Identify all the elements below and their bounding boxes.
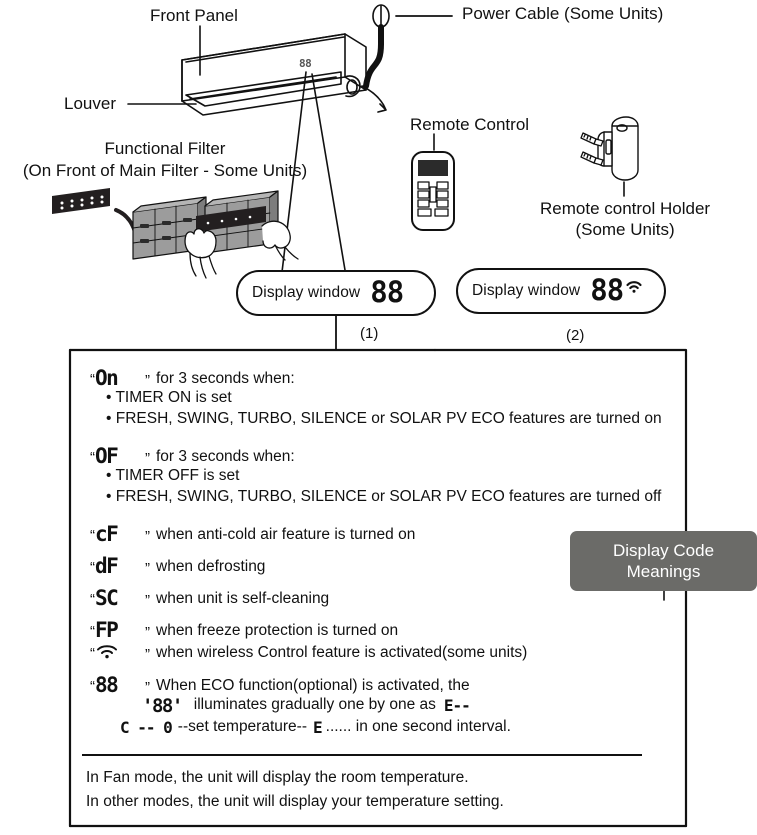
quote-open: “ [90,591,95,608]
code-entry-on [90,366,677,390]
display-window-callout-1 [236,270,436,316]
display-code-meanings-badge [570,531,757,591]
quote-close: ” [145,560,150,577]
footer-divider [82,754,642,756]
code-bullet: • FRESH, SWING, TURBO, SILENCE or SOLAR PV ECO features are turned on [106,410,662,427]
label-remote-holder-line1: Remote control Holder [540,199,711,218]
label-functional-filter-line1: Functional Filter [104,139,226,158]
code-desc-fp: when freeze protection is turned on [156,622,399,639]
eco-inline-glyph-3: C -- 0 [120,718,172,737]
quote-open: “ [90,559,95,576]
label-functional-filter-line2: (On Front of Main Filter - Some Units) [22,161,308,180]
quote-open: “ [90,678,95,695]
display-window-number-1: (1) [360,325,379,342]
functional-filter-strip [52,188,110,214]
label-functional-filter [0,138,330,182]
code-glyph-df: dF [95,554,118,578]
label-louver: Louver [64,94,116,113]
quote-close: ” [145,372,150,389]
quote-close: ” [145,679,150,696]
wifi-icon [624,276,644,296]
eco-inline-glyph-4: E [313,718,322,737]
quote-close: ” [145,646,150,663]
display-window-label-1: Display window [252,284,361,301]
footer-line1: In Fan mode, the unit will display the room temperature. [86,769,469,786]
quote-close: ” [145,450,150,467]
display-window-number-2: (2) [566,327,585,344]
quote-open: “ [90,449,95,466]
power-cable-drawing [373,5,389,27]
wifi-icon [95,642,119,660]
quote-close: ” [145,528,150,545]
display-window-segment-2: 88 [590,272,624,307]
label-power-cable: Power Cable (Some Units) [462,4,664,23]
display-window-label-2: Display window [472,282,581,299]
code-desc-df: when defrosting [156,558,266,575]
code-glyph-cf: cF [95,522,118,546]
code-glyph-of: OF [95,444,118,468]
code-bullet: • TIMER ON is set [106,389,232,406]
eco-inline-glyph-2: E-- [443,696,470,715]
unit-display-segment: 88 [299,57,312,70]
quote-close: ” [145,592,150,609]
code-bullet: • FRESH, SWING, TURBO, SILENCE or SOLAR PV ECO features are turned off [106,488,662,505]
code-glyph-wireless [95,642,139,664]
quote-open: “ [90,623,95,640]
label-remote-holder-line2: (Some Units) [575,220,675,239]
footer-note [86,766,504,814]
code-desc-wireless: when wireless Control feature is activated(some units) [156,644,528,661]
code-glyph-on: On [95,366,118,390]
code-bullet: • TIMER OFF is set [106,467,240,484]
remote-holder-drawing [581,117,638,196]
display-window-callout-2 [456,268,666,314]
quote-close: ” [145,624,150,641]
code-glyph-sc: SC [95,586,118,610]
code-entry-fp [90,618,677,642]
code-desc-on: for 3 seconds when: [156,370,295,387]
remote-control-drawing [412,152,454,230]
eco-inline-glyph-1: '88' [142,695,182,717]
display-window-segment-1: 88 [370,274,404,309]
code-desc-cf: when anti-cold air feature is turned on [156,526,416,543]
ac-unit-drawing [182,34,386,115]
eco-desc-line3 [120,716,677,738]
gray-label-line1: Display Code [612,541,715,560]
code-entry-wireless [90,640,677,662]
code-desc-of: for 3 seconds when: [156,448,295,465]
label-remote-holder [540,198,710,240]
eco-line3-tail: ...... in one second interval. [325,718,511,735]
label-remote-control: Remote Control [410,115,530,134]
quote-open: “ [90,645,95,662]
quote-open: “ [90,371,95,388]
gray-label-line2: Meanings [626,562,701,581]
eco-line2-text: illuminates gradually one by one as [193,696,436,713]
code-desc-sc: when unit is self-cleaning [156,590,330,607]
code-entry-of [90,444,677,468]
eco-desc-line1: When ECO function(optional) is activated, the [156,677,470,694]
eco-desc-line2 [142,694,677,716]
code-glyph-fp: FP [95,618,118,642]
eco-line3-text: --set temperature-- [177,718,307,735]
footer-line2: In other modes, the unit will display your temperature setting. [86,793,504,810]
code-entry-eco [90,673,677,738]
quote-open: “ [90,527,95,544]
label-front-panel: Front Panel [150,6,238,25]
code-glyph-eco: 88 [95,673,118,697]
